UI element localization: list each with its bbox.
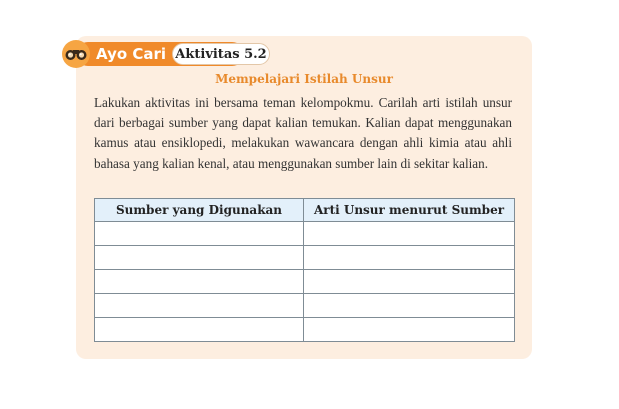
aktivitas-pill [172, 43, 270, 65]
table-cell-sumber[interactable] [95, 270, 304, 294]
table-cell-arti[interactable] [304, 294, 515, 318]
aktivitas-label: Aktivitas 5.2 [175, 46, 267, 62]
table-cell-sumber[interactable] [95, 318, 304, 342]
table-cell-sumber[interactable] [95, 294, 304, 318]
table-header-arti: Arti Unsur menurut Sumber [304, 199, 515, 222]
table-row [95, 270, 515, 294]
table-header-row [95, 199, 515, 222]
binoculars-icon [62, 40, 90, 68]
ayo-cari-label: Ayo Cari [96, 45, 167, 63]
table-header-sumber: Sumber yang Digunakan [95, 199, 304, 222]
table-cell-sumber[interactable] [95, 246, 304, 270]
table-cell-arti[interactable] [304, 222, 515, 246]
table-cell-arti[interactable] [304, 318, 515, 342]
table-cell-sumber[interactable] [95, 222, 304, 246]
table-cell-arti[interactable] [304, 270, 515, 294]
activity-subtitle: Mempelajari Istilah Unsur [215, 72, 393, 86]
table-cell-arti[interactable] [304, 246, 515, 270]
table-row [95, 222, 515, 246]
table-row [95, 294, 515, 318]
table-row [95, 318, 515, 342]
answer-table [94, 198, 515, 342]
table-row [95, 246, 515, 270]
activity-instructions: Lakukan aktivitas ini bersama teman kelompokmu. Carilah arti istilah unsur dari berbagai sumber yang dapat kalian temukan. Kalian dapat menggunakan kamus atau ensiklopedi, melakukan wawancara dengan ahli kimia atau ahli bahasa yang kalian kenal, atau menggunakan sumber lain di sekitar kalian. [94, 95, 512, 171]
